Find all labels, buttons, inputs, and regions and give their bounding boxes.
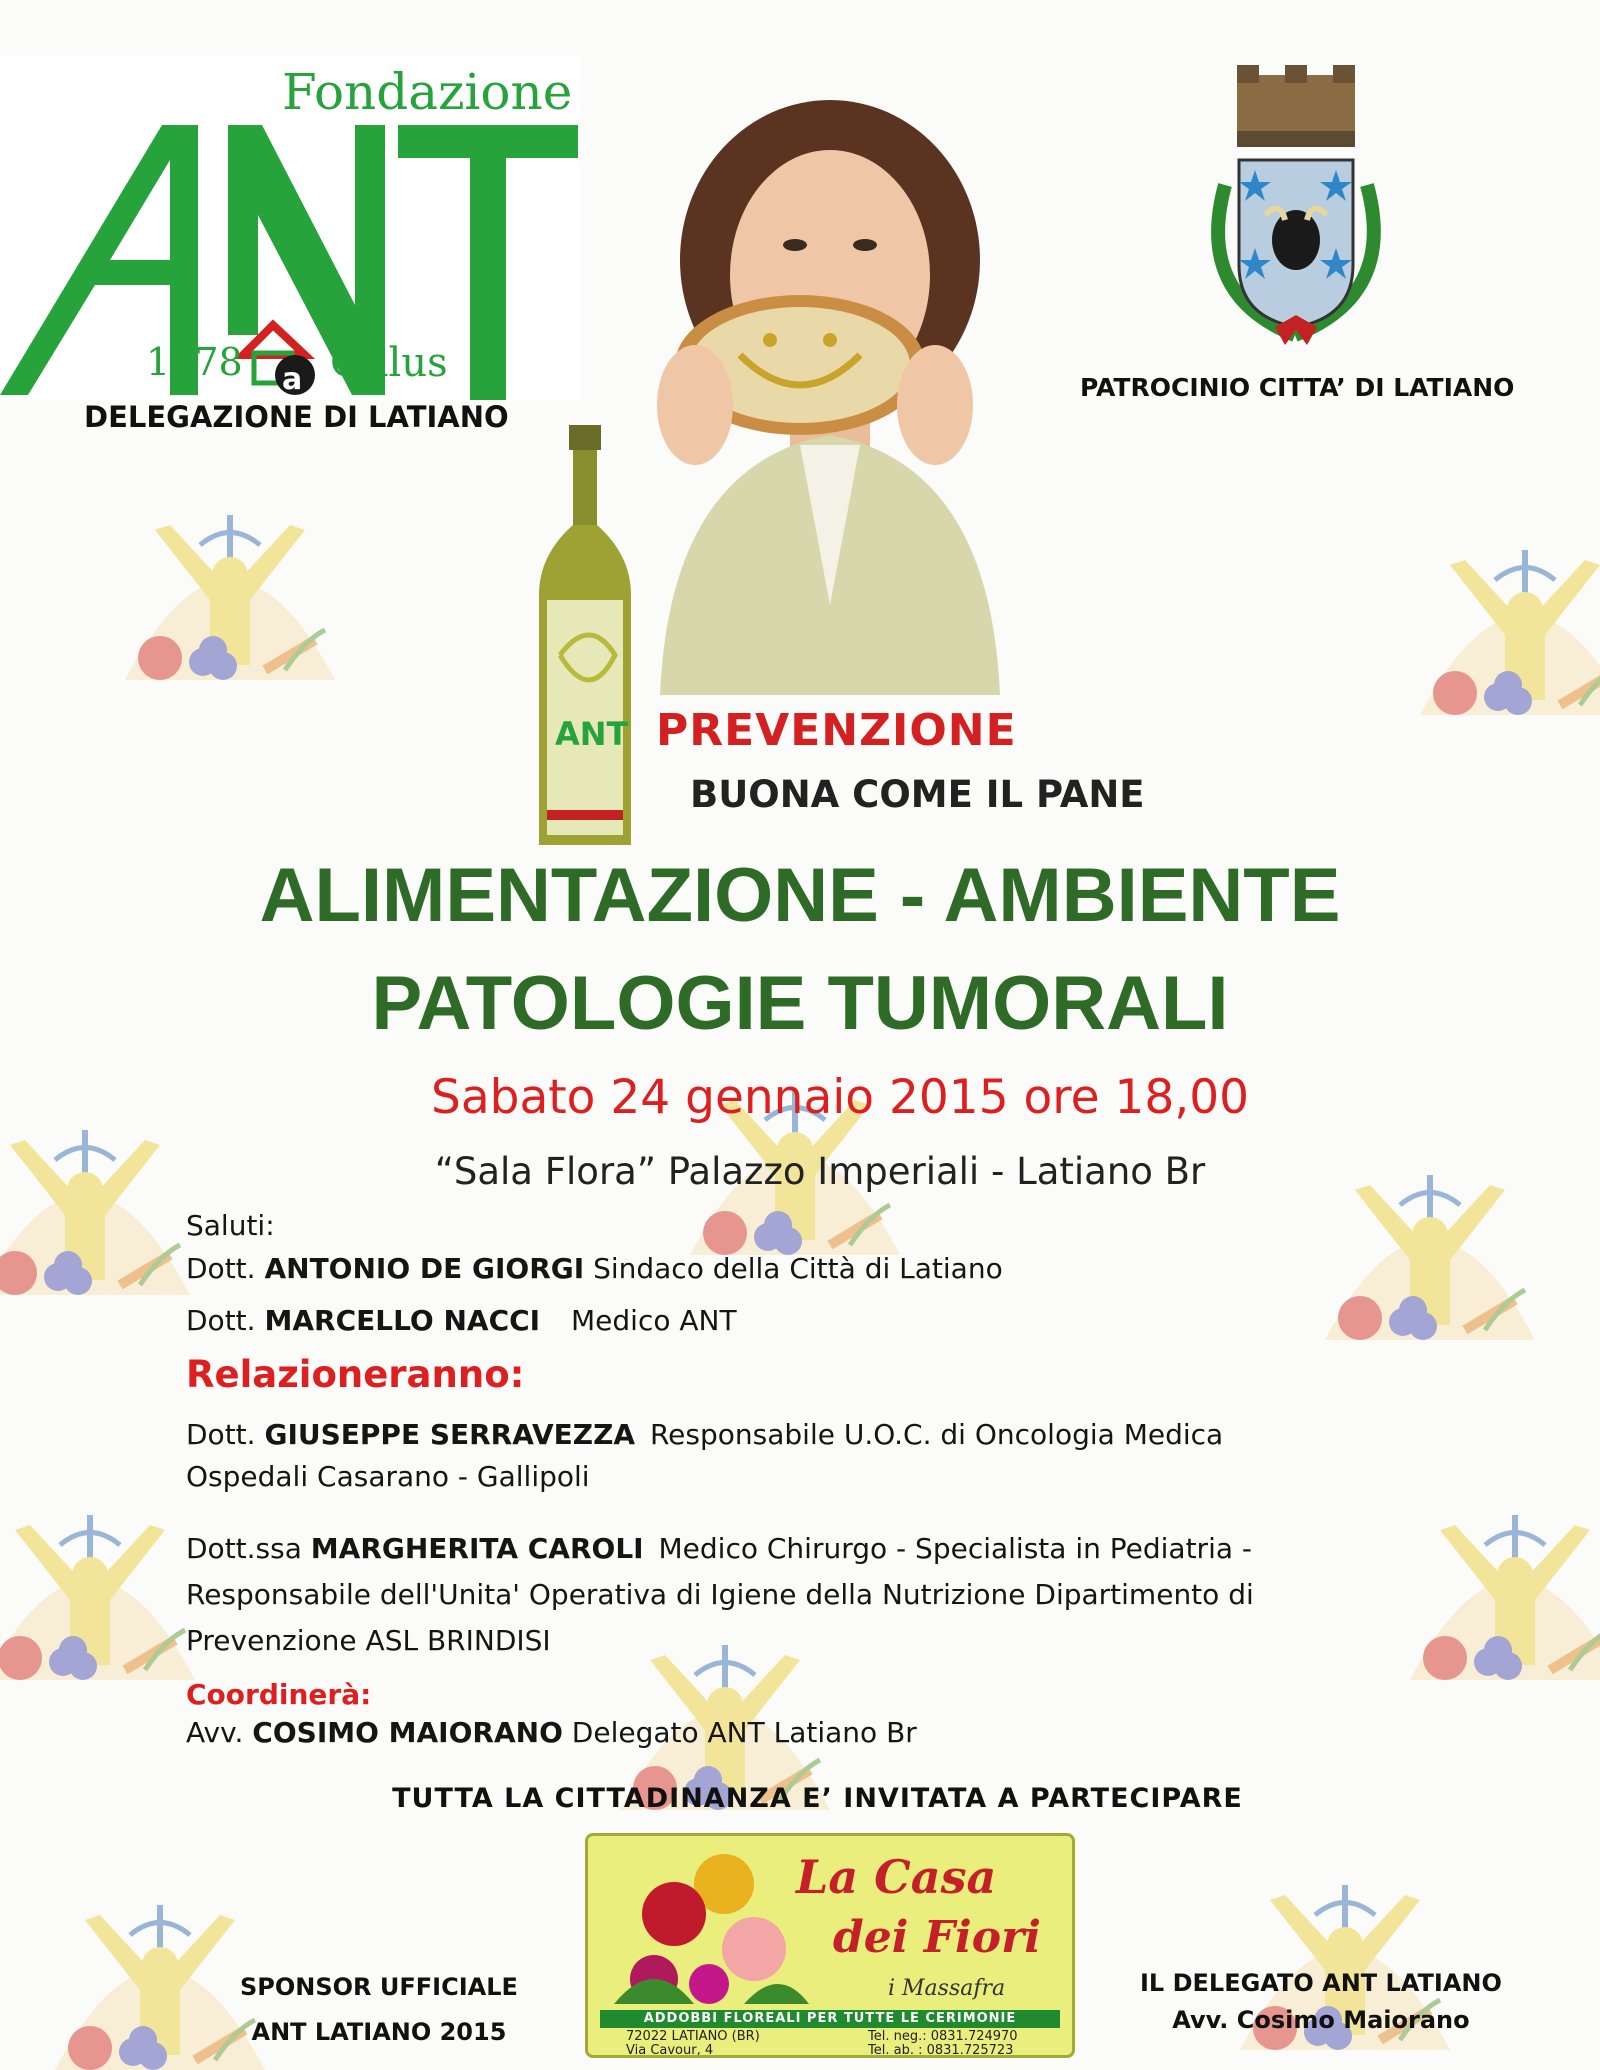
person-name: GIUSEPPE SERRAVEZZA (264, 1418, 636, 1451)
delegate-name: Avv. Cosimo Maiorano (1172, 2006, 1470, 2034)
person-role: Medico Chirurgo - Specialista in Pediatria - (658, 1532, 1253, 1565)
sponsor-phones (868, 2030, 1018, 2058)
sponsor-phone-shop: Tel. neg.: 0831.724970 (868, 2029, 1018, 2044)
person-role: Responsabile U.O.C. di Oncologia Medica (649, 1418, 1224, 1451)
person-title: Dott.ssa (186, 1532, 302, 1565)
person-title: Dott. (186, 1418, 256, 1451)
person-role: Medico ANT (571, 1304, 737, 1337)
olive-oil-bottle-image (525, 425, 645, 855)
person-role-line-2: Responsabile dell'Unita' Operativa di Igiene della Nutrizione Dipartimento di (186, 1578, 1254, 1611)
sponsor-address-line-2: Via Cavour, 4 (626, 2043, 714, 2058)
coordinator-row (186, 1712, 917, 1754)
sponsor-brand-line-2: dei Fiori (833, 1912, 1041, 1963)
greeting-row (186, 1300, 737, 1342)
sponsor-phone-home: Tel. ab. : 0831.725723 (868, 2043, 1014, 2058)
saluti-label: Saluti: (186, 1209, 275, 1242)
headline-line-1: ALIMENTAZIONE - AMBIENTE (259, 853, 1341, 938)
person-name: COSIMO MAIORANO (252, 1716, 563, 1749)
person-name: MARGHERITA CAROLI (310, 1532, 644, 1565)
sponsor-address-line-1: 72022 LATIANO (BR) (626, 2029, 760, 2044)
invitation-line: TUTTA LA CITTADINANZA E’ INVITATA A PARTECIPARE (392, 1783, 1243, 1814)
decorative-emblem (115, 490, 345, 680)
logo-year: 1978 (146, 340, 243, 384)
sponsor-label-line-2: ANT LATIANO 2015 (251, 2018, 507, 2046)
person-role-line-3: Prevenzione ASL BRINDISI (186, 1624, 551, 1657)
person-title: Dott. (186, 1304, 256, 1337)
greeting-row (186, 1248, 1003, 1290)
bottle-ant-label: ANT (555, 715, 629, 753)
latiano-coat-of-arms (1185, 65, 1405, 355)
sponsor-label (240, 1965, 518, 2055)
sponsor-ad (585, 1833, 1075, 2058)
sponsor-location: i Massafra (888, 1976, 1006, 2001)
ant-letters-graphic (0, 55, 580, 400)
patronage-label: PATROCINIO CITTA’ DI LATIANO (1080, 373, 1515, 402)
event-venue: “Sala Flora” Palazzo Imperiali - Latiano Br (434, 1150, 1206, 1193)
speakers-heading: Relazioneranno: (186, 1353, 525, 1396)
decorative-emblem (1410, 525, 1600, 715)
headline-line-2: PATOLOGIE TUMORALI (371, 961, 1229, 1046)
slogan-title: PREVENZIONE (656, 705, 1017, 756)
sponsor-tagline: ADDOBBI FLOREALI PER TUTTE LE CERIMONIE (600, 2010, 1060, 2028)
person-role: Sindaco della Città di Latiano (593, 1252, 1003, 1285)
event-date: Sabato 24 gennaio 2015 ore 18,00 (430, 1070, 1250, 1125)
slogan-subtitle: BUONA COME IL PANE (690, 773, 1145, 816)
decorative-emblem (0, 1490, 205, 1680)
decorative-emblem (1400, 1490, 1600, 1680)
decorative-emblem (0, 1105, 200, 1295)
sponsor-brand-line-1: La Casa (796, 1850, 997, 1904)
speaker-row (186, 1526, 1254, 1664)
logo-a-glyph: a (282, 362, 303, 397)
person-title: Dott. (186, 1252, 256, 1285)
sponsor-label-line-1: SPONSOR UFFICIALE (240, 1973, 518, 2001)
logo-fondazione-text: Fondazione (282, 63, 573, 121)
logo-onlus: Onlus (330, 340, 448, 386)
speaker-row (186, 1414, 1223, 1498)
delegation-label: DELEGAZIONE DI LATIANO (84, 400, 509, 434)
sponsor-address (626, 2030, 760, 2058)
delegate-label: IL DELEGATO ANT LATIANO (1140, 1969, 1502, 1997)
flowers-illustration (594, 1844, 814, 2009)
person-name: MARCELLO NACCI (264, 1304, 541, 1337)
ant-logo (0, 55, 580, 400)
delegate-signature (1140, 1965, 1502, 2039)
coordinator-heading: Coordinerà: (186, 1678, 372, 1711)
woman-eating-bread-photo (600, 85, 1060, 695)
person-name: ANTONIO DE GIORGI (264, 1252, 585, 1285)
person-role: Delegato ANT Latiano Br (571, 1716, 917, 1749)
person-title: Avv. (186, 1716, 244, 1749)
person-role-line-2: Ospedali Casarano - Gallipoli (186, 1460, 590, 1493)
